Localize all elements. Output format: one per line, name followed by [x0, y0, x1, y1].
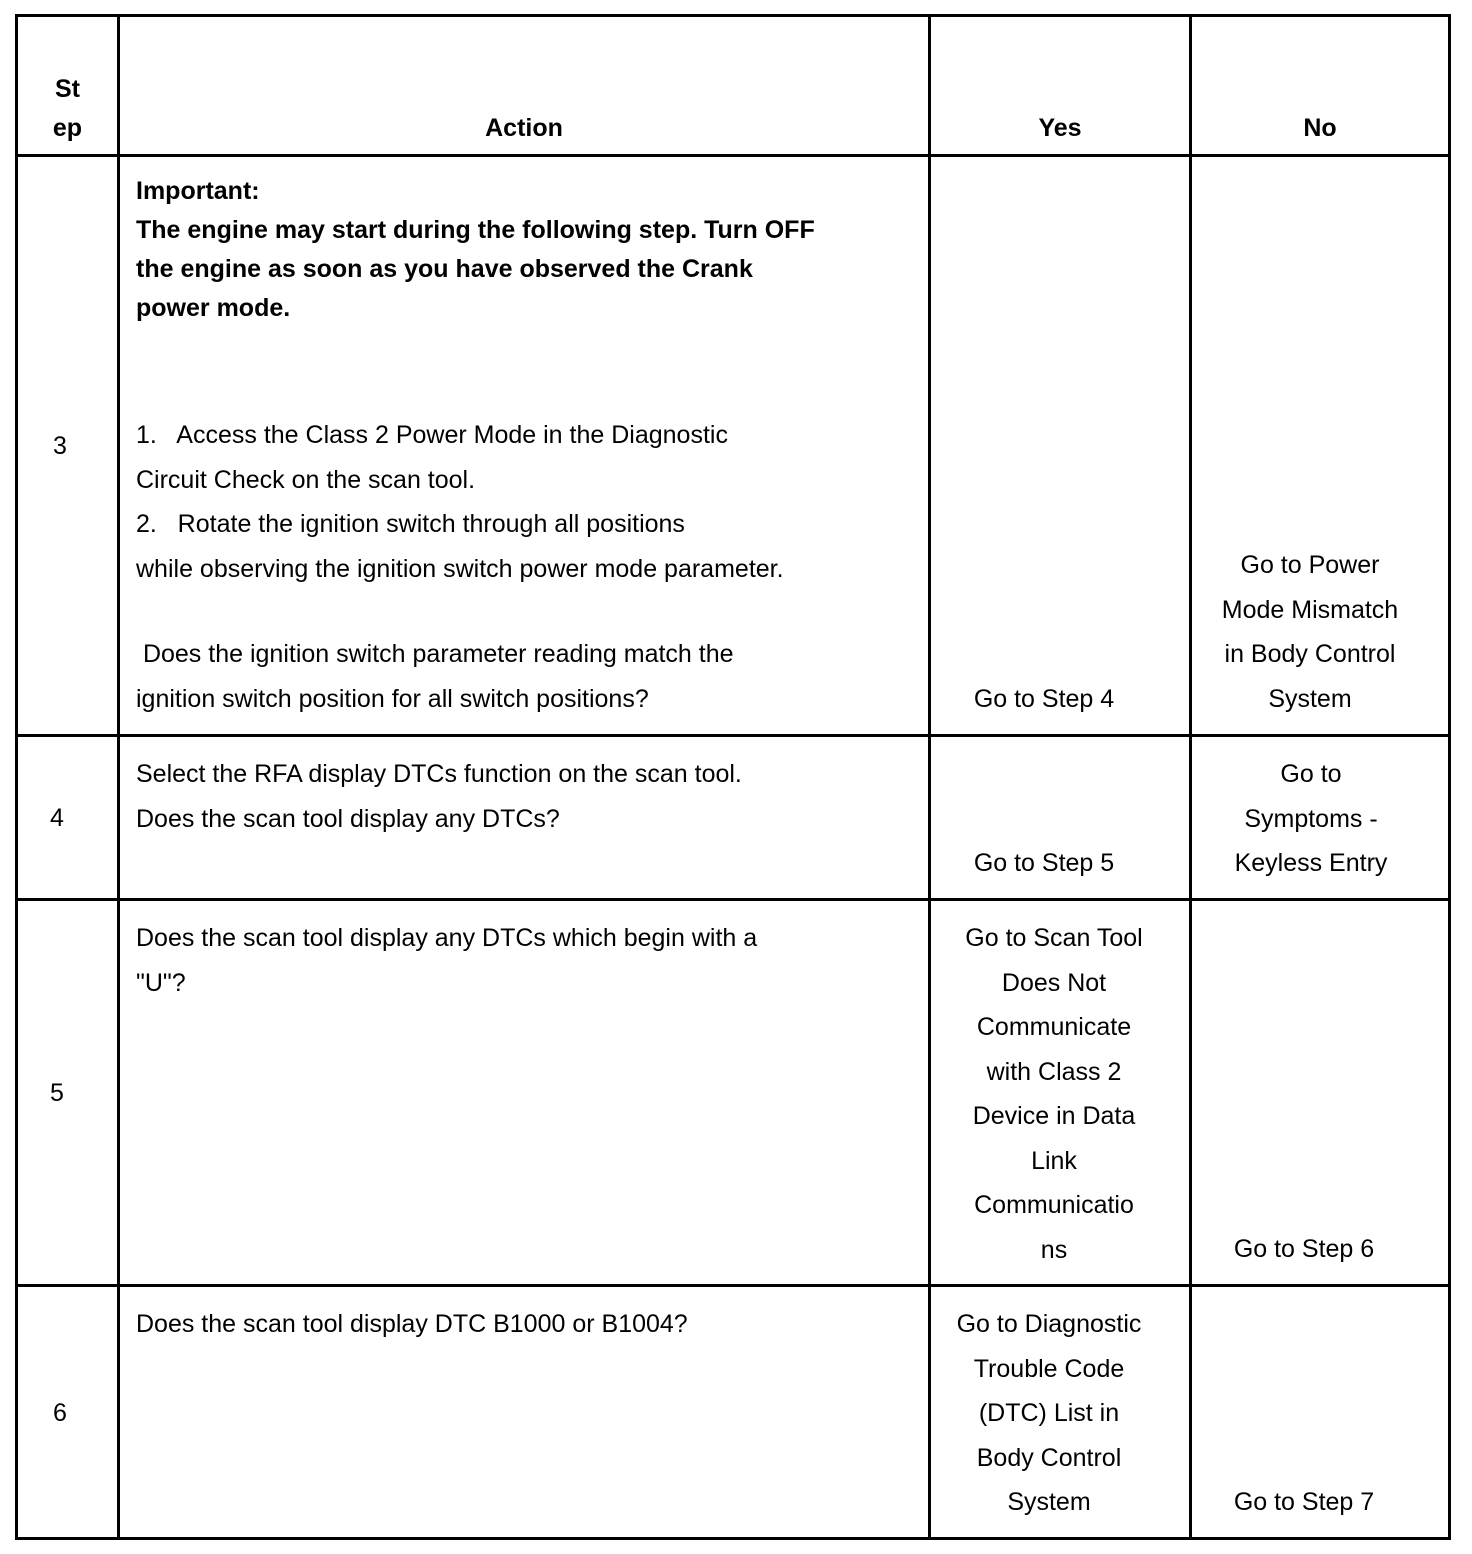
- important-line: the engine as soon as you have observed the Crank: [136, 255, 753, 283]
- action-steps: [136, 413, 926, 591]
- action-line: "U"?: [136, 968, 186, 997]
- no-line: Symptoms -: [1244, 804, 1378, 833]
- step-number: 4: [50, 804, 64, 832]
- important-label: Important:: [136, 177, 260, 205]
- border-right: [1448, 14, 1451, 1540]
- action-line: ignition switch position for all switch positions?: [136, 684, 649, 713]
- action-text: [136, 916, 926, 1005]
- header-step: [18, 70, 117, 148]
- no-line: Go to Step 7: [1233, 1488, 1375, 1516]
- yes-line: Body Control: [976, 1443, 1122, 1472]
- yes-line: Go to Step 5: [973, 849, 1115, 877]
- yes-line: Communicate: [976, 1013, 1132, 1041]
- yes-line: Does Not: [1001, 968, 1107, 997]
- yes-result: [931, 1302, 1167, 1525]
- important-note: [136, 172, 926, 328]
- no-line: in Body Control: [1224, 640, 1396, 668]
- yes-line: Trouble Code: [973, 1354, 1125, 1383]
- no-result: [1192, 1480, 1416, 1525]
- yes-line: (DTC) List in: [978, 1399, 1120, 1427]
- no-line: Go to Step 6: [1233, 1235, 1375, 1263]
- important-line: power mode.: [136, 294, 291, 322]
- yes-result: [931, 916, 1177, 1272]
- divider-row-3: [15, 734, 1451, 737]
- border-bottom: [15, 1537, 1451, 1540]
- border-left: [15, 14, 18, 1540]
- header-action: Action: [485, 114, 563, 142]
- action-line: Does the scan tool display DTC B1000 or B1004?: [136, 1310, 688, 1338]
- border-top: [15, 14, 1451, 17]
- yes-result: [931, 677, 1157, 722]
- important-line: The engine may start during the following step. Turn OFF: [136, 216, 815, 244]
- yes-line: Go to Step 4: [973, 685, 1115, 713]
- header-yes: Yes: [1038, 114, 1082, 142]
- step-number: 5: [50, 1079, 64, 1107]
- action-question: [136, 632, 926, 721]
- divider-header: [15, 154, 1451, 157]
- action-line: 1. Access the Class 2 Power Mode in the Diagnostic: [136, 421, 728, 449]
- yes-line: with Class 2: [986, 1057, 1122, 1086]
- step-number: 6: [53, 1399, 67, 1427]
- yes-line: Communicatio: [974, 1191, 1134, 1219]
- step-number: 3: [53, 432, 67, 460]
- no-line: Go to Power: [1240, 551, 1380, 579]
- no-result: [1192, 1227, 1416, 1272]
- no-line: Go to: [1280, 760, 1342, 788]
- no-result: [1192, 543, 1428, 721]
- yes-line: System: [1007, 1488, 1091, 1516]
- header-no: No: [1303, 114, 1337, 142]
- action-line: Select the RFA display DTCs function on the scan tool.: [136, 760, 742, 788]
- yes-line: Go to Diagnostic: [956, 1310, 1142, 1338]
- yes-line: Link: [1031, 1146, 1077, 1175]
- header-step-line2: ep: [52, 114, 83, 142]
- no-result: [1192, 752, 1430, 886]
- yes-result: [931, 841, 1157, 886]
- action-text: [136, 752, 926, 841]
- no-line: Keyless Entry: [1234, 849, 1388, 877]
- yes-line: Go to Scan Tool: [965, 924, 1143, 952]
- action-text: [136, 1302, 926, 1347]
- header-step-line1: St: [55, 75, 80, 103]
- action-line: while observing the ignition switch power mode parameter.: [136, 554, 784, 583]
- divider-row-5: [15, 1284, 1451, 1287]
- no-line: Mode Mismatch: [1221, 595, 1399, 624]
- no-line: System: [1268, 684, 1352, 713]
- action-line: Circuit Check on the scan tool.: [136, 465, 476, 494]
- action-line: Does the ignition switch parameter reading match the: [136, 640, 734, 668]
- divider-row-4: [15, 898, 1451, 901]
- yes-line: Device in Data: [972, 1102, 1136, 1130]
- divider-step-action: [117, 14, 120, 1540]
- action-line: Does the scan tool display any DTCs?: [136, 804, 560, 833]
- action-line: 2. Rotate the ignition switch through all positions: [136, 510, 685, 538]
- action-line: Does the scan tool display any DTCs which begin with a: [136, 924, 758, 952]
- yes-line: ns: [1040, 1235, 1068, 1264]
